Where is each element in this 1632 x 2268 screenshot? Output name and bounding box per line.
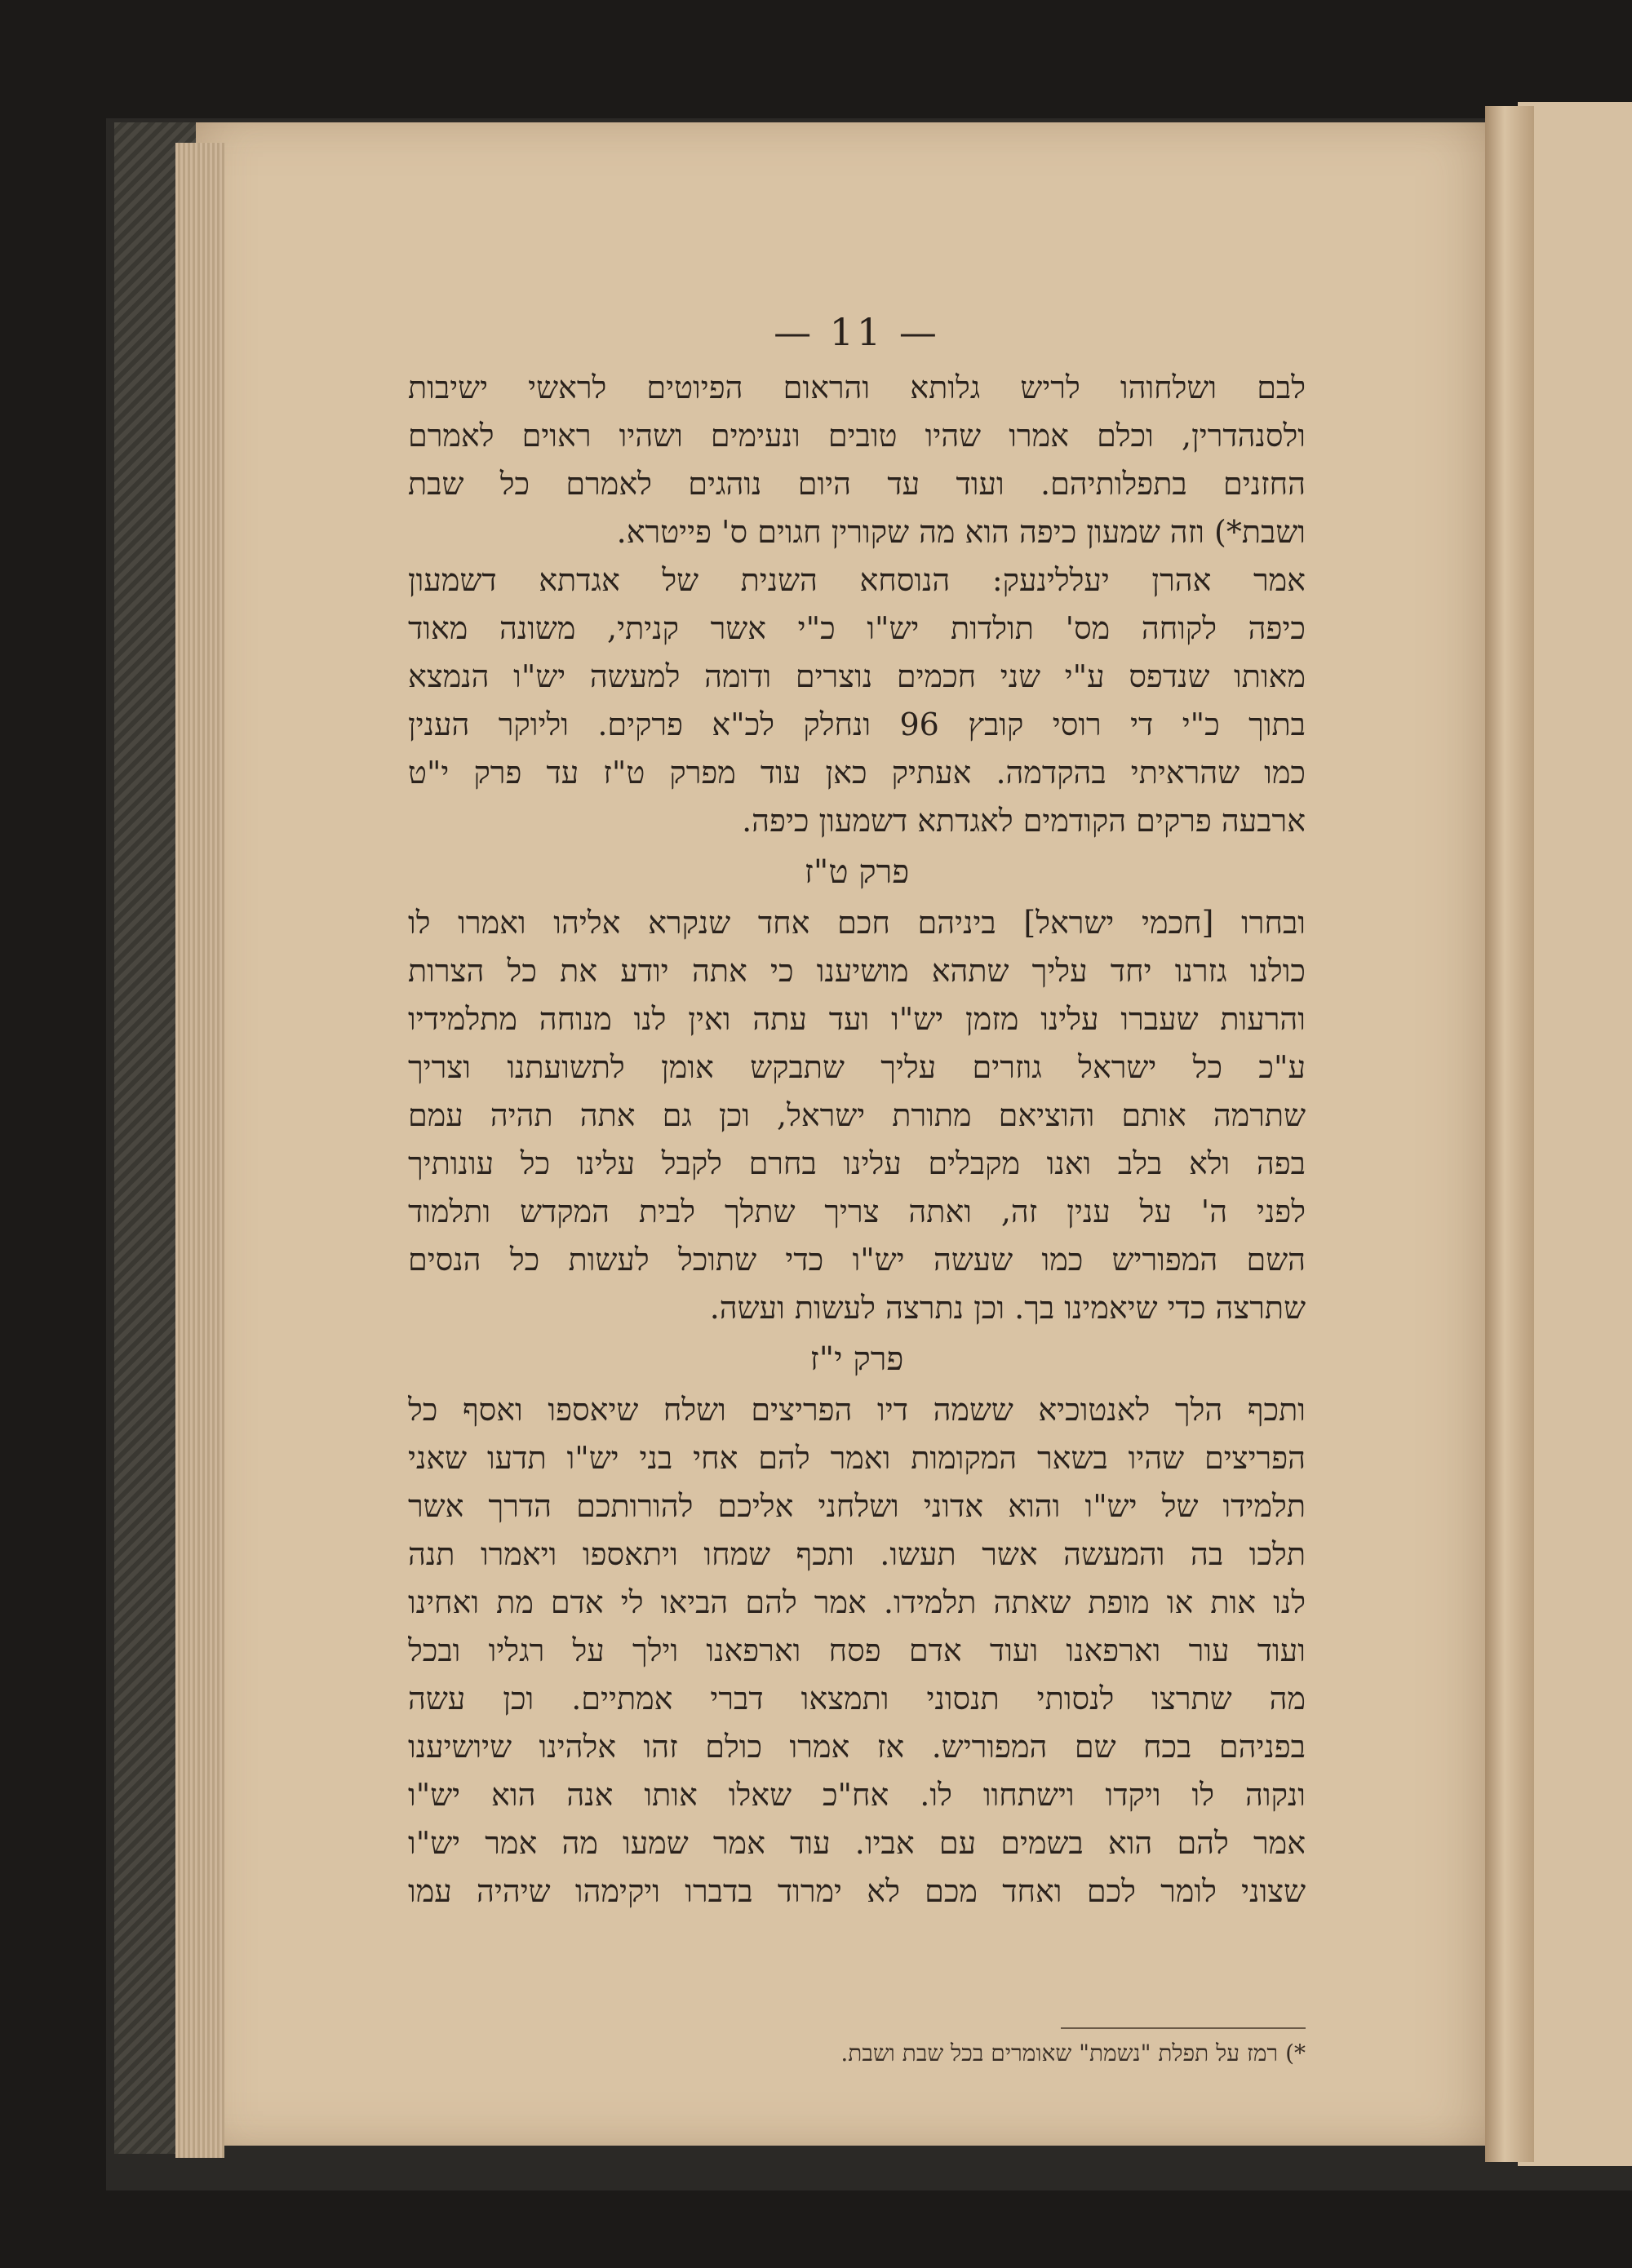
text-line: אמר אהרן יעללינעק: הנוסחא השנית של אגדתא דשמעון <box>408 562 1306 598</box>
text-line: לבם ושלחוהו לריש גלותא והראום הפיוטים לראשי ישיבות <box>408 370 1306 405</box>
chapter-heading: פרק ט"ז <box>804 853 910 891</box>
text-line: תלמידו של יש"ו והוא אדוני ושלחני אליכם להורותכם הדרך אשר <box>408 1488 1306 1524</box>
chapter-heading: פרק י"ז <box>809 1340 904 1378</box>
text-line: הפריצים שהיו בשאר המקומות ואמר להם אחי בני יש"ו תדעו שאני <box>408 1440 1306 1476</box>
page-edges <box>175 143 224 2158</box>
text-line: כולנו גזרנו יחד עליך שתהא מושיענו כי אתה יודע את כל הצרות <box>408 953 1306 989</box>
text-line: החזנים בתפלותיהם. ועוד עד היום נוהגים לאמרם כל שבת <box>408 466 1306 502</box>
text-line: שתרצה כדי שיאמינו בך. וכן נתרצה לעשות ועשה. <box>709 1290 1306 1326</box>
text-line: ועוד עור וארפאנו ועוד אדם פסח וארפאנו וילך על רגליו ובכל <box>408 1632 1306 1668</box>
text-line: בפניהם בכח שם המפוריש. אז אמרו כולם זהו אלהינו שיושיענו <box>408 1729 1306 1765</box>
text-line: והרעות שעברו עלינו מזמן יש"ו ועד עתה ואין לנו מנוחה מתלמידיו <box>408 1001 1306 1037</box>
text-line: כמו שהראיתי בהקדמה. אעתיק כאן עוד מפרק ט"ז עד פרק י"ט <box>408 755 1306 791</box>
text-line: בפה ולא בלב ואנו מקבלים עלינו בחרם לקבל עלינו כל עונותיך <box>408 1145 1306 1181</box>
text-line: ע"כ כל ישראל גוזרים עליך שתבקש אומן לתשועתנו וצריך <box>408 1049 1306 1085</box>
text-line: השם המפוריש כמו שעשה יש"ו כדי שתוכל לעשות כל הנסים <box>408 1242 1306 1278</box>
footnote: *) רמז על תפלת "נשמת" שאומרים בכל שבת ושבת. <box>840 2040 1306 2066</box>
text-line: שצוני לומר לכם ואחד מכם לא ימרוד בדברו ויקימהו שיהיה עמו <box>408 1873 1306 1909</box>
text-line: ותכף הלך לאנטוכיא ששמה דיו הפריצים ושלח שיאספו ואסף כל <box>408 1392 1306 1428</box>
text-line: אמר להם הוא בשמים עם אביו. עוד אמר שמעו מה אמר יש"ו <box>408 1825 1306 1861</box>
text-line: לפני ה' על ענין זה, ואתה צריך שתלך לבית המקדש ותלמוד <box>408 1194 1306 1229</box>
facing-page <box>1518 102 1632 2166</box>
text-line: ולסנהדרין, וכלם אמרו שהיו טובים ונעימים ושהיו ראוים לאמרם <box>408 418 1306 454</box>
text-line: מה שתרצו לנסותי תנסוני ותמצאו דברי אמתיים. וכן עשה <box>408 1681 1306 1717</box>
text-line: לנו אות או מופת שאתה תלמידו. אמר להם הביאו לי אדם מת ואחינו <box>408 1584 1306 1620</box>
footnote-divider <box>1061 2027 1306 2029</box>
paragraph-chapter-17 <box>408 1386 1306 1916</box>
paragraph-chapter-16 <box>408 899 1306 1332</box>
text-line: שתרמה אותם והוציאם מתורת ישראל, וכן גם אתה תהיה עמם <box>408 1097 1306 1133</box>
text-line: ושבת*) וזה שמעון כיפה הוא מה שקורין חגוים ס' פייטרא. <box>616 514 1306 550</box>
text-line: ונקוה לו ויקדו וישתחוו לו. אח"כ שאלו אותו אנה הוא יש"ו <box>408 1777 1306 1813</box>
text-line: כיפה לקוחה מס' תולדות יש"ו כ"י אשר קניתי, משונה מאוד <box>408 610 1306 646</box>
text-line: מאותו שנדפס ע"י שני חכמים נוצרים ודומה למעשה יש"ו הנמצא <box>408 658 1306 694</box>
text-line: תלכו בה והמעשה אשר תעשו. ותכף שמחו ויתאספו ויאמרו תנה <box>408 1536 1306 1572</box>
text-line: ובחרו [חכמי ישראל] ביניהם חכם אחד שנקרא אליהו ואמרו לו <box>408 905 1306 941</box>
page-text <box>408 310 1306 1916</box>
text-line: ארבעה פרקים הקודמים לאגדתא דשמעון כיפה. <box>742 803 1306 839</box>
paragraph-intro <box>408 364 1306 845</box>
page-gutter <box>1485 106 1534 2162</box>
page-number: — 11 — <box>774 310 940 354</box>
text-line: בתוך כ"י די רוסי קובץ 96 ונחלק לכ"א פרקים. וליוקר הענין <box>408 707 1306 742</box>
